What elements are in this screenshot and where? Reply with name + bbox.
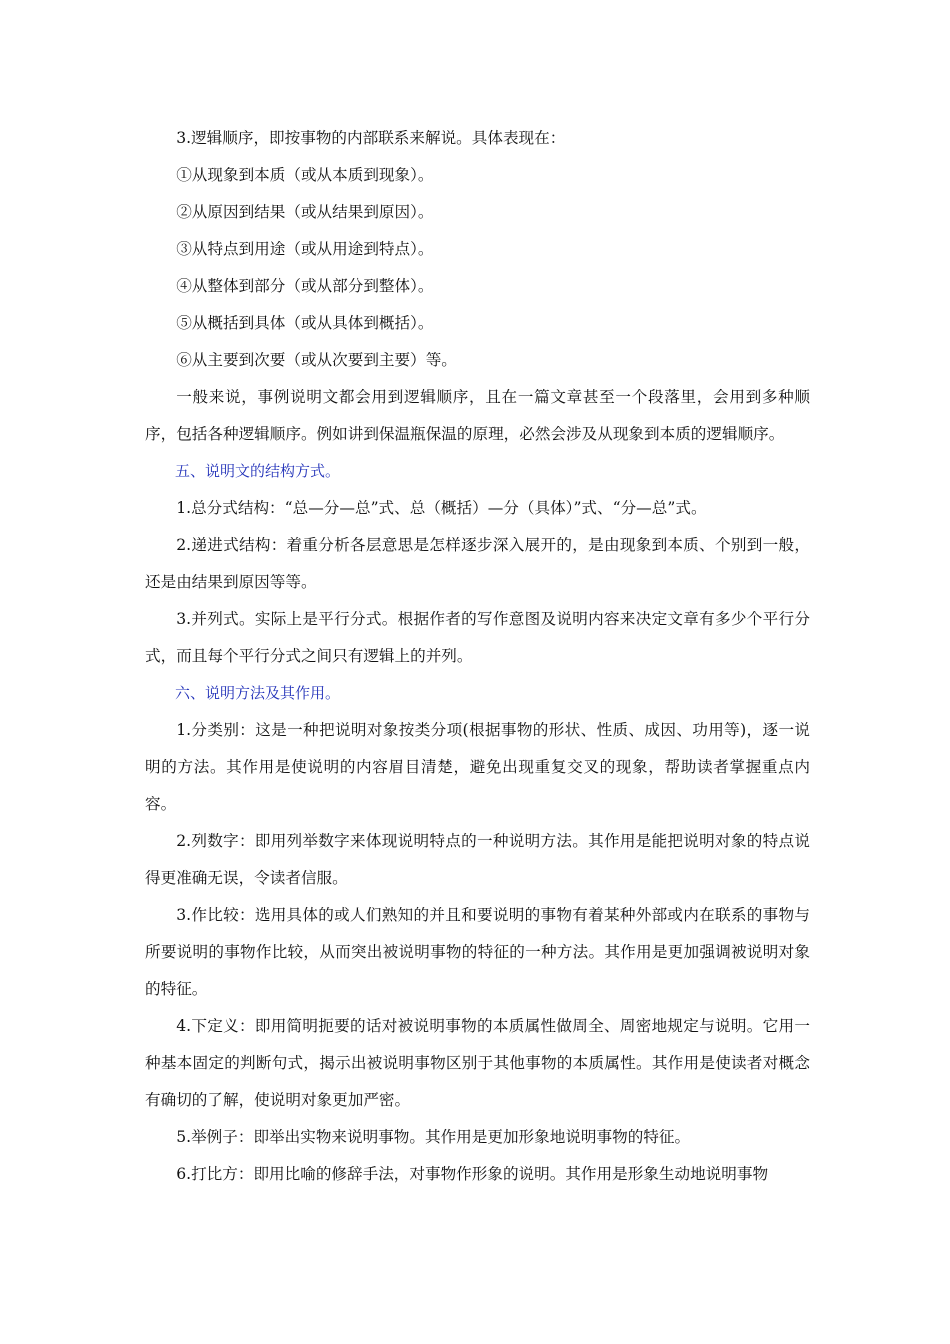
paragraph-logic-order: 3.逻辑顺序，即按事物的内部联系来解说。具体表现在： <box>176 129 566 147</box>
paragraph-method-numbers: 2.列数字：即用列举数字来体现说明特点的一种说明方法。其作用是能把说明对象的特点说得更准确无误，令读者信服。 <box>145 832 810 887</box>
paragraph-method-example: 5.举例子：即举出实物来说明事物。其作用是更加形象地说明事物的特征。 <box>176 1128 691 1146</box>
section-heading-methods: 六、说明方法及其作用。 <box>175 684 341 702</box>
list-item-primary-secondary: ⑥从主要到次要（或从次要到主要）等。 <box>176 351 457 369</box>
document-body <box>145 120 810 1193</box>
list-item-cause-effect: ②从原因到结果（或从结果到原因）。 <box>176 203 434 221</box>
paragraph-logic-summary: 一般来说，事例说明文都会用到逻辑顺序，且在一篇文章甚至一个段落里，会用到多种顺序，包括各种逻辑顺序。例如讲到保温瓶保温的原理，必然会涉及从现象到本质的逻辑顺序。 <box>145 388 810 443</box>
paragraph-structure-general: 1.总分式结构：“总—分—总”式、总（概括）—分（具体）”式、“分—总”式。 <box>176 499 707 517</box>
list-item-phenomenon-essence: ①从现象到本质（或从本质到现象）。 <box>176 166 434 184</box>
list-item-whole-part: ④从整体到部分（或从部分到整体）。 <box>176 277 434 295</box>
paragraph-method-define: 4.下定义：即用简明扼要的话对被说明事物的本质属性做周全、周密地规定与说明。它用一种基本固定的判断句式，揭示出被说明事物区别于其他事物的本质属性。其作用是使读者对概念有确切的了解，使说明对象更加严密。 <box>145 1017 810 1109</box>
paragraph-structure-parallel: 3.并列式。实际上是平行分式。根据作者的写作意图及说明内容来决定文章有多少个平行分式，而且每个平行分式之间只有逻辑上的并列。 <box>145 610 810 665</box>
paragraph-method-compare: 3.作比较：选用具体的或人们熟知的并且和要说明的事物有着某种外部或内在联系的事物与所要说明的事物作比较，从而突出被说明事物的特征的一种方法。其作用是更加强调被说明对象的特征。 <box>145 906 810 998</box>
paragraph-structure-progressive: 2.递进式结构：着重分析各层意思是怎样逐步深入展开的，是由现象到本质、个别到一般，还是由结果到原因等等。 <box>145 536 810 591</box>
list-item-general-specific: ⑤从概括到具体（或从具体到概括）。 <box>176 314 434 332</box>
list-item-feature-use: ③从特点到用途（或从用途到特点）。 <box>176 240 434 258</box>
paragraph-method-classify: 1.分类别：这是一种把说明对象按类分项(根据事物的形状、性质、成因、功用等)，逐一说明的方法。其作用是使说明的内容眉目清楚，避免出现重复交叉的现象，帮助读者掌握重点内容。 <box>145 721 810 813</box>
section-heading-structure: 五、说明文的结构方式。 <box>175 462 341 480</box>
paragraph-method-metaphor: 6.打比方：即用比喻的修辞手法，对事物作形象的说明。其作用是形象生动地说明事物 <box>176 1165 769 1183</box>
